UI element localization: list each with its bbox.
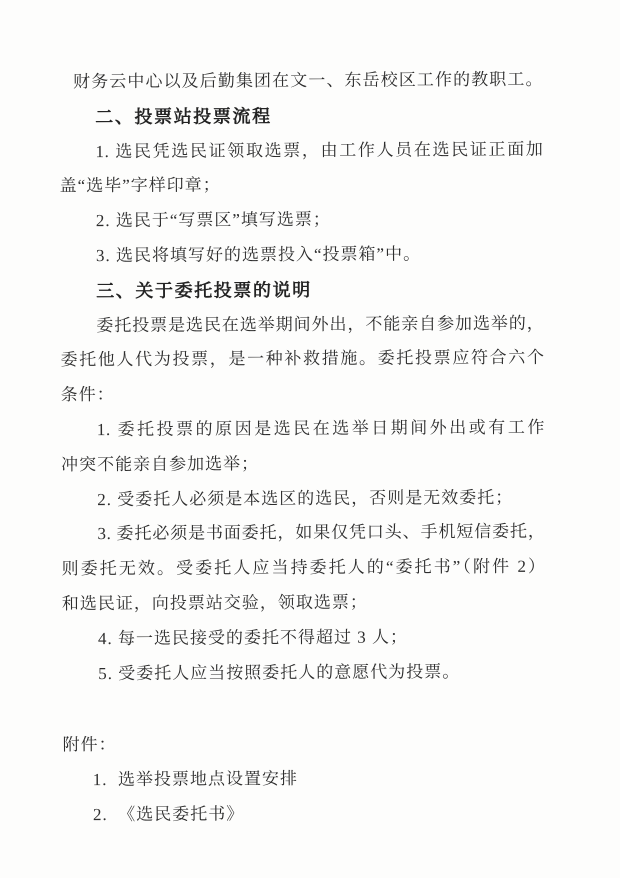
- condition-1-line-2: 冲突不能亲自参加选举；: [61, 453, 260, 475]
- station-item-3: 3. 选民将填写好的选票投入“投票箱”中。: [95, 244, 422, 266]
- document-text-column: [59, 63, 547, 833]
- condition-4: 4. 每一选民接受的委托不得超过 3 人；: [97, 627, 409, 648]
- condition-5: 5. 受委托人应当按照委托人的意愿代为投票。: [98, 661, 461, 683]
- attachment-item-1: 1. 选举投票地点设置安排: [92, 769, 299, 790]
- condition-3-line-2: 则委托无效。受委托人应当持委托人的“委托书”（附件 2）: [61, 556, 546, 579]
- heading-section-2: 二、投票站投票流程: [95, 105, 272, 127]
- paragraph-continuation: 财务云中心以及后勤集团在文一、东岳校区工作的教职工。: [73, 69, 544, 92]
- attachment-item-2: 2. 《选民委托书》: [92, 804, 245, 825]
- proxy-para-line-2: 委托他人代为投票，是一种补救措施。委托投票应符合六个: [60, 348, 545, 370]
- station-item-2: 2. 选民于“写票区”填写选票；: [95, 210, 331, 231]
- condition-1-line-1: 1. 委托投票的原因是选民在选举日期间外出或有工作: [96, 417, 545, 440]
- attachments-label: 附件：: [62, 735, 117, 755]
- station-item-1-line-1: 1. 选民凭选民证领取选票，由工作人员在选民证正面加: [95, 139, 544, 161]
- proxy-para-line-3: 条件：: [60, 385, 115, 405]
- condition-2: 2. 受委托人必须是本选区的选民，否则是无效委托；: [97, 487, 514, 509]
- heading-section-3: 三、关于委托投票的说明: [96, 279, 312, 301]
- station-item-1-line-2: 盖“选毕”字样印章；: [59, 175, 221, 196]
- condition-3-line-1: 3. 委托必须是书面委托，如果仅凭口头、手机短信委托，: [97, 522, 546, 544]
- condition-3-line-3: 和选民证，向投票站交验，领取选票；: [61, 592, 368, 614]
- proxy-para-line-1: 委托投票是选民在选举期间外出，不能亲自参加选举的，: [96, 313, 545, 335]
